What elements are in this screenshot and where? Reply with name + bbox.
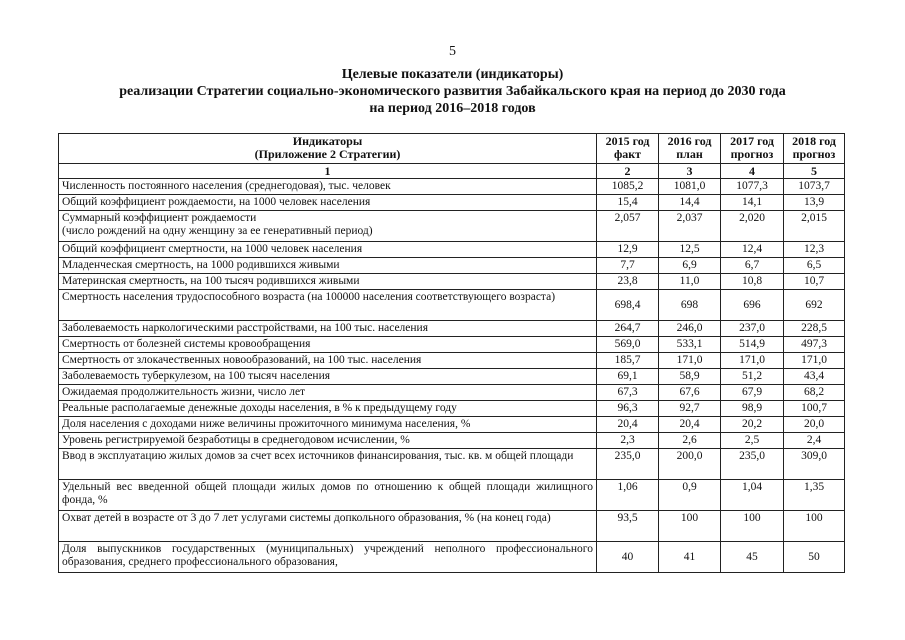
value-2018: 100,7 [784, 401, 845, 417]
value-2015: 67,3 [597, 385, 659, 401]
value-2017: 2,020 [721, 211, 784, 242]
table-row [59, 242, 845, 258]
indicator-name: Доля выпускников государственных (муниципальных) учреждений неполного профессионального образования, среднего профессионального образования, [59, 542, 597, 573]
value-2016: 200,0 [659, 449, 721, 480]
value-2017: 235,0 [721, 449, 784, 480]
value-2017: 51,2 [721, 369, 784, 385]
header-indicators-line2: (Приложение 2 Стратегии) [254, 147, 401, 161]
value-2017: 10,8 [721, 274, 784, 290]
value-2018: 309,0 [784, 449, 845, 480]
value-2017: 98,9 [721, 401, 784, 417]
value-2016: 1081,0 [659, 179, 721, 195]
value-2017: 67,9 [721, 385, 784, 401]
document-title [0, 66, 905, 117]
indicator-name: Ожидаемая продолжительность жизни, число лет [59, 385, 597, 401]
header-2017-line1: 2017 год [730, 134, 774, 148]
table-row [59, 511, 845, 542]
value-2018: 2,4 [784, 433, 845, 449]
table-row [59, 353, 845, 369]
value-2016: 246,0 [659, 321, 721, 337]
indicator-name: Охват детей в возрасте от 3 до 7 лет услугами системы допкольного образования, % (на конец года) [59, 511, 597, 542]
header-2017 [721, 134, 784, 164]
indicator-name: Численность постоянного населения (среднегодовая), тыс. человек [59, 179, 597, 195]
indicator-name: Заболеваемость туберкулезом, на 100 тысяч населения [59, 369, 597, 385]
header-2016 [659, 134, 721, 164]
indicator-name: Доля населения с доходами ниже величины прожиточного минимума населения, % [59, 417, 597, 433]
indicator-name: Смертность населения трудоспособного возраста (на 100000 населения соответствующего возраста) [59, 290, 597, 321]
value-2016: 2,6 [659, 433, 721, 449]
value-2016: 14,4 [659, 195, 721, 211]
indicator-name: Удельный вес введенной общей площади жилых домов по отношению к общей площади жилищного фонда, % [59, 480, 597, 511]
value-2017: 100 [721, 511, 784, 542]
table-row [59, 542, 845, 573]
value-2018: 692 [784, 290, 845, 321]
table-row [59, 195, 845, 211]
value-2016: 11,0 [659, 274, 721, 290]
header-indicators-line1: Индикаторы [292, 134, 363, 148]
table-row [59, 321, 845, 337]
value-2015: 23,8 [597, 274, 659, 290]
value-2017: 696 [721, 290, 784, 321]
value-2015: 1,06 [597, 480, 659, 511]
value-2018: 43,4 [784, 369, 845, 385]
value-2015: 12,9 [597, 242, 659, 258]
header-2015-line2: факт [613, 147, 642, 161]
title-line-2: реализации Стратегии социально-экономического развития Забайкальского края на период до 2030 года [119, 84, 786, 99]
table-row [59, 385, 845, 401]
value-2018: 1,35 [784, 480, 845, 511]
indicator-name [59, 211, 597, 242]
value-2016: 100 [659, 511, 721, 542]
value-2015: 569,0 [597, 337, 659, 353]
value-2018: 171,0 [784, 353, 845, 369]
value-2017: 237,0 [721, 321, 784, 337]
header-2018-line1: 2018 год [792, 134, 836, 148]
value-2015: 264,7 [597, 321, 659, 337]
header-2018-line2: прогноз [792, 147, 836, 161]
value-2016: 58,9 [659, 369, 721, 385]
header-2018 [784, 134, 845, 164]
value-2016: 12,5 [659, 242, 721, 258]
value-2015: 93,5 [597, 511, 659, 542]
value-2015: 2,057 [597, 211, 659, 242]
table-row [59, 417, 845, 433]
value-2015: 1085,2 [597, 179, 659, 195]
value-2017: 514,9 [721, 337, 784, 353]
value-2015: 20,4 [597, 417, 659, 433]
value-2017: 12,4 [721, 242, 784, 258]
value-2018: 13,9 [784, 195, 845, 211]
value-2017: 171,0 [721, 353, 784, 369]
value-2016: 92,7 [659, 401, 721, 417]
indicator-name: Реальные располагаемые денежные доходы населения, в % к предыдущему году [59, 401, 597, 417]
value-2018: 497,3 [784, 337, 845, 353]
indicator-name: Ввод в эксплуатацию жилых домов за счет всех источников финансирования, тыс. кв. м общей площади [59, 449, 597, 480]
value-2015: 69,1 [597, 369, 659, 385]
table-row [59, 449, 845, 480]
column-number-3: 3 [659, 164, 721, 179]
value-2015: 7,7 [597, 258, 659, 274]
value-2018: 1073,7 [784, 179, 845, 195]
value-2018: 2,015 [784, 211, 845, 242]
value-2018: 12,3 [784, 242, 845, 258]
title-line-3: на период 2016–2018 годов [369, 101, 536, 116]
indicator-name: Материнская смертность, на 100 тысяч родившихся живыми [59, 274, 597, 290]
title-line-1: Целевые показатели (индикаторы) [341, 67, 564, 82]
value-2016: 2,037 [659, 211, 721, 242]
table-header-row [59, 134, 845, 164]
value-2016: 0,9 [659, 480, 721, 511]
value-2016: 698 [659, 290, 721, 321]
value-2018: 10,7 [784, 274, 845, 290]
value-2015: 698,4 [597, 290, 659, 321]
indicator-name: Младенческая смертность, на 1000 родившихся живыми [59, 258, 597, 274]
table-row [59, 179, 845, 195]
header-2017-line2: прогноз [730, 147, 774, 161]
indicators-table [58, 133, 845, 573]
value-2015: 15,4 [597, 195, 659, 211]
value-2018: 68,2 [784, 385, 845, 401]
value-2015: 235,0 [597, 449, 659, 480]
header-2015 [597, 134, 659, 164]
value-2016: 171,0 [659, 353, 721, 369]
header-2015-line1: 2015 год [605, 134, 650, 148]
table-row [59, 369, 845, 385]
value-2015: 2,3 [597, 433, 659, 449]
page-number: 5 [449, 44, 456, 59]
value-2015: 40 [597, 542, 659, 573]
value-2018: 6,5 [784, 258, 845, 274]
value-2016: 67,6 [659, 385, 721, 401]
value-2016: 6,9 [659, 258, 721, 274]
value-2016: 41 [659, 542, 721, 573]
value-2017: 45 [721, 542, 784, 573]
table-row [59, 433, 845, 449]
table-row [59, 290, 845, 321]
value-2017: 2,5 [721, 433, 784, 449]
value-2017: 20,2 [721, 417, 784, 433]
column-number-2: 2 [597, 164, 659, 179]
indicator-name: Общий коэффициент рождаемости, на 1000 человек населения [59, 195, 597, 211]
indicator-name: Уровень регистрируемой безработицы в среднегодовом исчислении, % [59, 433, 597, 449]
value-2015: 185,7 [597, 353, 659, 369]
value-2018: 228,5 [784, 321, 845, 337]
value-2016: 533,1 [659, 337, 721, 353]
value-2017: 1077,3 [721, 179, 784, 195]
indicator-name: Заболеваемость наркологическими расстройствами, на 100 тыс. населения [59, 321, 597, 337]
header-indicators [59, 134, 597, 164]
table-row [59, 211, 845, 242]
header-2016-line2: план [676, 147, 703, 161]
table-row [59, 258, 845, 274]
table-row [59, 401, 845, 417]
value-2015: 96,3 [597, 401, 659, 417]
value-2018: 100 [784, 511, 845, 542]
indicator-name-line1: Суммарный коэффициент рождаемости [62, 212, 257, 224]
value-2017: 14,1 [721, 195, 784, 211]
value-2016: 20,4 [659, 417, 721, 433]
indicator-name: Смертность от болезней системы кровообращения [59, 337, 597, 353]
column-number-4: 4 [721, 164, 784, 179]
indicator-name-line2: (число рождений на одну женщину за ее генеративный период) [62, 225, 373, 237]
header-2016-line1: 2016 год [667, 134, 712, 148]
column-number-row [59, 164, 845, 179]
value-2018: 20,0 [784, 417, 845, 433]
table-row [59, 480, 845, 511]
table-row [59, 337, 845, 353]
indicator-name: Общий коэффициент смертности, на 1000 человек населения [59, 242, 597, 258]
value-2018: 50 [784, 542, 845, 573]
column-number-1: 1 [59, 164, 597, 179]
column-number-5: 5 [784, 164, 845, 179]
indicator-name: Смертность от злокачественных новообразований, на 100 тыс. населения [59, 353, 597, 369]
value-2017: 6,7 [721, 258, 784, 274]
table-row [59, 274, 845, 290]
value-2017: 1,04 [721, 480, 784, 511]
